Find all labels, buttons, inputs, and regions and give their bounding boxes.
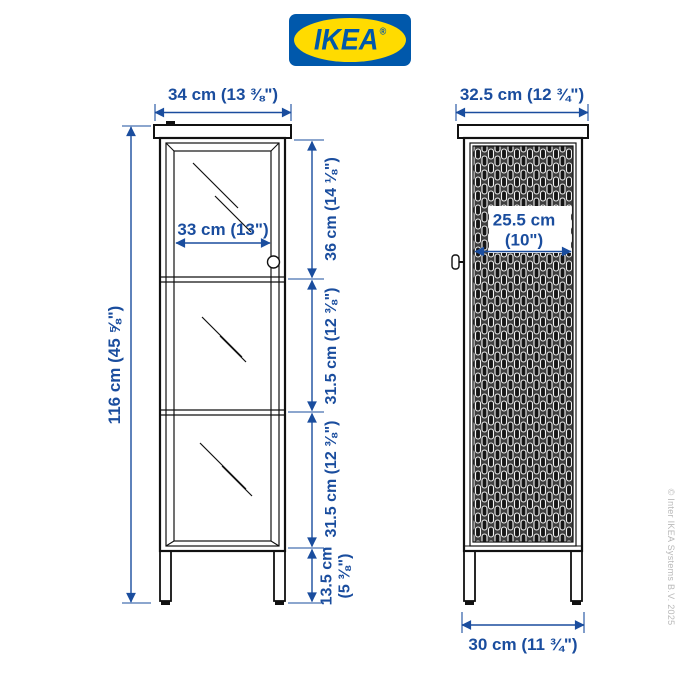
segment-dimension-top: 36 cm (14 ⅛") bbox=[322, 157, 340, 261]
shelf-line-2 bbox=[160, 410, 285, 415]
front-feet bbox=[161, 601, 284, 605]
side-top-panel bbox=[458, 125, 588, 138]
side-view-drawing bbox=[452, 125, 588, 605]
side-width-dimension: 32.5 cm (12 ¾") bbox=[459, 85, 585, 105]
copyright-notice: © Inter IKEA Systems B.V. 2025 bbox=[666, 488, 676, 626]
door-knob-icon bbox=[268, 256, 280, 268]
front-top-panel bbox=[154, 125, 291, 138]
segment-dimension-lower: 31.5 cm (12 ⅜") bbox=[322, 420, 340, 538]
front-width-dimension: 34 cm (13 ⅜") bbox=[167, 85, 279, 105]
depth-dimension-line2: (10") bbox=[504, 230, 544, 249]
mesh-panel bbox=[473, 146, 573, 542]
side-floor-width-dimension: 30 cm (11 ¾") bbox=[468, 635, 578, 655]
legs-dimension-line1: 13.5 cm bbox=[318, 546, 336, 606]
glass-reflection-2 bbox=[202, 317, 246, 362]
side-feet bbox=[465, 601, 581, 605]
front-glass bbox=[174, 151, 271, 541]
side-leg-left bbox=[464, 551, 475, 601]
glass-reflection-3 bbox=[200, 443, 252, 496]
depth-dimension-line1: 25.5 cm bbox=[492, 210, 556, 230]
front-height-dimension: 116 cm (45 ⅝") bbox=[105, 305, 125, 425]
registered-mark: ® bbox=[379, 25, 387, 37]
side-depth-dimension bbox=[493, 210, 555, 249]
front-leg-left bbox=[160, 551, 171, 601]
front-view-dimensions bbox=[122, 104, 324, 603]
legs-dimension-line2: (5 ⅜") bbox=[337, 553, 354, 599]
segment-dimension-middle: 31.5 cm (12 ⅜") bbox=[322, 287, 340, 405]
side-knob-icon bbox=[452, 255, 459, 269]
side-leg-right bbox=[571, 551, 582, 601]
segment-dimension-legs bbox=[319, 547, 356, 606]
front-view-drawing bbox=[154, 121, 291, 605]
front-body bbox=[160, 138, 285, 551]
front-leg-right bbox=[274, 551, 285, 601]
front-inner-width-dimension: 33 cm (13") bbox=[177, 220, 269, 240]
shelf-line-1 bbox=[160, 277, 285, 282]
ikea-logo-word: IKEA bbox=[313, 23, 379, 56]
